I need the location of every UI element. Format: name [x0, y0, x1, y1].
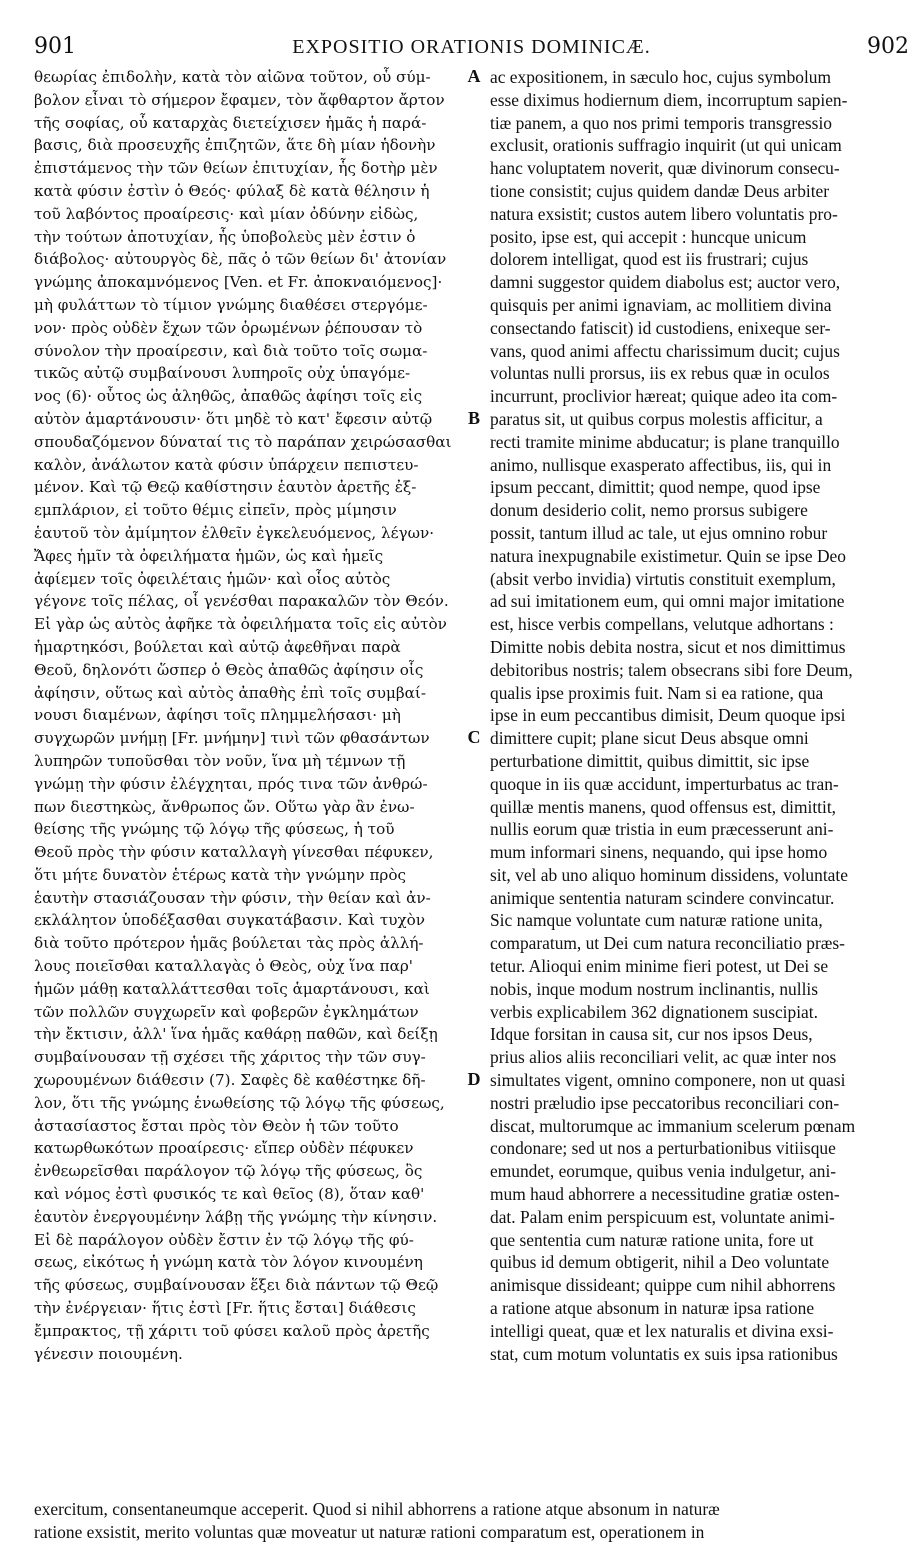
greek-text-line: τὴν ἔκτισιν, ἀλλ' ἵνα ἡμᾶς καθάρῃ παθῶν, καὶ δείξῃ — [34, 1025, 438, 1044]
greek-text-line: λυπηρῶν τυποῦσθαι τὸν νοῦν, ἵνα μὴ τέμνων τῇ — [34, 751, 406, 770]
greek-text-line: τῶν πολλῶν συγχωρεῖν καὶ φοβερῶν ἐγκλημάτων — [34, 1002, 419, 1021]
latin-text-line: exclusit, orationis suffragio inquirit (ut qui unicam — [490, 135, 842, 156]
greek-text-line: τὴν τούτων ἀποτυχίαν, ἧς ὑποβολεὺς μὲν ἐστιν ὁ — [34, 227, 416, 246]
latin-text-line: animique sententia naturam scindere convincatur. — [490, 887, 835, 908]
latin-text-line: ipse in eum peccantibus dimisit, Deum quoque ipsi — [490, 705, 846, 726]
greek-text-line: πων διεστηκὼς, ἄνθρωπος ὤν. Οὕτω γὰρ ἂν ἐνω- — [34, 797, 415, 816]
running-title: EXPOSITIO ORATIONIS DOMINICÆ. — [292, 36, 651, 58]
greek-text-line: τῆς φύσεως, συμβαίνουσαν ἕξει διὰ πάντων τῷ Θεῷ — [34, 1276, 439, 1295]
greek-text-line: ἑαυτὴν στασιάζουσαν τὴν φύσιν, τὴν θείαν καὶ ἀν- — [34, 888, 431, 907]
greek-text-line: αὐτὸν ἁμαρτάνουσιν· ὅτι μηδὲ τὸ κατ' ἔφεσιν αὐτῷ — [34, 409, 433, 428]
greek-text-line: Θεοῦ πρὸς τὴν φύσιν καταλλαγὴ γίνεσθαι πέφυκεν, — [34, 843, 434, 862]
latin-text-line: mum informari sinens, nequando, qui ipse homo — [490, 842, 828, 863]
latin-text-line: quoque in iis quæ accidunt, imperturbatus ac tran- — [490, 773, 839, 794]
latin-text-line: sit, vel ab uno aliquo hominum dissidens, voluntate — [490, 864, 848, 885]
greek-text-line: εμπλάριον, εἰ τοῦτο θέμις εἰπεῖν, πρὸς μίμησιν — [34, 501, 397, 520]
latin-text-line: Dimitte nobis debita nostra, sicut et nos dimittimus — [490, 636, 846, 657]
greek-text-line: νος (6)· οὗτος ὡς ἀληθῶς, ἀπαθῶς ἀφίησι τοῖς εἰς — [34, 387, 423, 406]
full-width-continuation — [34, 1498, 909, 1544]
greek-text-line: νουσι διαμένων, ἀφίησι τοῖς πλημμελήσασι· μὴ — [34, 706, 401, 725]
latin-text-line: voluntas nulli prorsus, iis ex rebus quæ in oculos — [490, 363, 830, 384]
greek-text-line: χωρουμένων διάθεσιν (7). Σαφὲς δὲ καθέστηκε δῆ- — [34, 1071, 426, 1090]
latin-text-line: debitoribus nostris; talem obsecrans sibi fore Deum, — [490, 659, 853, 680]
latin-text-line: posito, ipse est, qui accepit : huncque unicum — [490, 226, 807, 247]
latin-text-line: dimittere cupit; plane sicut Deus absque omni — [490, 728, 809, 749]
latin-text-line: condonare; sed ut nos a perturbationibus vitiisque — [490, 1138, 836, 1159]
latin-text-line: intelligi queat, quæ et lex naturalis et divina exsi- — [490, 1320, 834, 1341]
latin-text-line: quillæ mentis manens, quod offensus est, dimittit, — [490, 796, 837, 817]
greek-text-line: ἐνθεωρεῖσθαι παράλογον τῷ λόγῳ τῆς φύσεως, ὃς — [34, 1162, 423, 1181]
greek-text-line: ἀστασίαστος ἔσται πρὸς τὸν Θεὸν ἡ τῶν τοῦτο — [34, 1116, 399, 1135]
greek-text-line: μένον. Καὶ τῷ Θεῷ καθίστησιν ἑαυτὸν ἀρετῆς ἐξ- — [34, 478, 417, 497]
latin-text-line: discat, multorumque ac immanium scelerum pœnam — [490, 1115, 856, 1136]
latin-text-line: comparatum, ut Dei cum natura reconciliatio præs- — [490, 933, 845, 954]
greek-text-line: γνώμης ἀποκαμνόμενος [Ven. et Fr. ἀποκναιόμενος]· — [34, 273, 443, 292]
latin-text-line: mum haud abhorrere a necessitudine gratiæ osten- — [490, 1184, 840, 1205]
latin-text-line: Sic namque voluntate cum naturæ ratione unita, — [490, 910, 823, 931]
latin-text-line: quisquis per animi ignaviam, ac mollitiem divina — [490, 294, 832, 315]
greek-text-line: τὴν ἐνέργειαν· ἥτις ἐστὶ [Fr. ἥτις ἔσται] διάθεσις — [34, 1299, 416, 1318]
latin-text-line: possit, tantum illud ac tale, ut ejus omnino robur — [490, 522, 828, 543]
latin-text-line: qualis ipse proximis fuit. Nam si ea ratione, qua — [490, 682, 824, 703]
page-number-right: 902 — [867, 34, 909, 59]
latin-text-line: stat, cum motum voluntatis ex suis ipsa rationibus — [490, 1343, 838, 1364]
latin-text-line: ad sui imitationem eum, qui omni major imitatione — [490, 591, 845, 612]
greek-text-line: θεωρίας ἐπιδολὴν, κατὰ τὸν αἰῶνα τοῦτον, οὗ σύμ- — [34, 68, 431, 86]
latin-text-line: tiæ panem, a quo nos primi temporis transgressio — [490, 112, 832, 133]
section-marker: A — [467, 66, 481, 86]
greek-text-line: σεως, εἰκότως ἡ γνώμη κατὰ τὸν λόγον κινουμένη — [34, 1253, 423, 1272]
latin-text-line: animisque dissideant; quippe cum nihil abhorrens — [490, 1275, 836, 1296]
continuation-text-line: ratione exsistit, merito voluntas quæ moveatur ut naturæ rationi comparatum est, operationem in — [34, 1521, 705, 1542]
latin-text-line: donum desiderio colit, nemo prorsus subigere — [490, 500, 808, 521]
greek-text-line: διὰ τοῦτο πρότερον ἡμᾶς βούλεται τὰς πρὸς ἀλλή- — [34, 934, 424, 953]
greek-text-line: ἡμῶν μάθῃ καταλλάττεσθαι τοῖς ἁμαρτάνουσι, καὶ — [34, 979, 430, 998]
greek-text-line: τικῶς αὐτῷ συμβαίνουσι λυπηροῖς οὐχ ὑπαγόμε- — [34, 364, 411, 383]
greek-text-line: μὴ φυλάττων τὸ τίμιον γνώμης διαθέσει στεργόμε- — [34, 295, 428, 314]
latin-text-line: natura exsistit; custos autem libero voluntatis pro- — [490, 203, 838, 224]
latin-text-line: ac expositionem, in sæculo hoc, cujus symbolum — [490, 67, 832, 87]
greek-text-line: συγχωρῶν μνήμῃ [Fr. μνήμην] τινὶ τῶν φθασάντων — [34, 729, 430, 748]
greek-text-line: κατὰ φύσιν ἐστὶν ὁ Θεός· φύλαξ δὲ κατὰ θέλησιν ἡ — [34, 181, 430, 200]
latin-text-line: recti tramite minime abducatur; is plane tranquillo — [490, 431, 840, 452]
latin-text-line: (absit verbo invidia) virtutis constituit exemplum, — [490, 568, 836, 589]
latin-text-line: natura inexpugnabile existimetur. Quin se ipse Deo — [490, 545, 846, 566]
greek-text-line: νον· πρὸς οὐδὲν ἔχων τῶν ὁρωμένων ῥέπουσαν τὸ — [34, 318, 423, 337]
latin-text-line: quibus id demum obtigerit, nihil a Deo voluntate — [490, 1252, 830, 1273]
latin-text-line: prius alios aliis reconciliari velit, ac quæ inter nos — [490, 1047, 837, 1068]
greek-text-line: ἐπιστάμενος τὴν τῶν θείων ἐπιτυχίαν, ἧς δοτὴρ μὲν — [34, 159, 438, 178]
greek-text-line: ἑαυτὸν ἐνεργουμένην λάβῃ τῆς γνώμης τὴν κίνησιν. — [34, 1207, 438, 1226]
greek-text-line: γένεσιν ποιουμένη. — [34, 1344, 183, 1363]
latin-text-line: perturbatione dimittit, quibus dimittit, sic ipse — [490, 750, 810, 771]
latin-text-line: simultates vigent, omnino componere, non ut quasi — [490, 1070, 846, 1091]
latin-text-line: nostri præludio ipse peccatoribus reconciliari con- — [490, 1092, 840, 1113]
greek-column — [34, 66, 460, 1365]
latin-text-line: consectando fatiscit) id custodiens, enixeque ser- — [490, 317, 831, 338]
greek-text-line: θείσης τῆς γνώμης τῷ λόγῳ τῆς φύσεως, ἡ τοῦ — [34, 820, 395, 839]
greek-text-line: τῆς σοφίας, οὗ καταρχὰς διετείχισεν ἡμᾶς ἡ παρά- — [34, 113, 427, 132]
greek-text-line: ἔμπρακτος, τῇ χάριτι τοῦ φύσει καλοῦ πρὸς ἀρετῆς — [34, 1321, 430, 1340]
greek-text-line: τοῦ λαβόντος προαίρεσις· καὶ μίαν ὀδύνην εἰδὼς, — [34, 204, 419, 223]
greek-text-line: γέγονε τοῖς πέλας, οἷ γενέσθαι παρακαλῶν τὸν Θεόν. — [34, 592, 449, 611]
latin-text-line: damni suggestor quidem diabolus est; auctor vero, — [490, 272, 841, 293]
latin-text-line: dolorem intelligat, quod est iis frustrari; cujus — [490, 249, 809, 270]
greek-text-line: ἀφίεμεν τοῖς ὀφειλέταις ἡμῶν· καὶ οἷος αὐτὸς — [34, 569, 391, 588]
greek-text-line: βολον εἶναι τὸ σήμερον ἔφαμεν, τὸν ἄφθαρτον ἄρτον — [34, 90, 445, 109]
latin-text-line: a ratione atque absonum in naturæ ipsa ratione — [490, 1298, 815, 1319]
page-header — [34, 34, 909, 62]
greek-text-line: Ἄφες ἡμῖν τὰ ὀφειλήματα ἡμῶν, ὡς καὶ ἡμεῖς — [34, 546, 384, 565]
greek-text-line: καλὸν, ἀνάλωτον κατὰ φύσιν ὑπάρχειν πεπιστευ- — [34, 455, 419, 474]
section-marker: C — [467, 727, 481, 748]
greek-text-line: γνώμῃ τὴν φύσιν ἐλέγχηται, πρός τινα τῶν ἀνθρώ- — [34, 774, 428, 793]
greek-text-line: καὶ νόμος ἐστὶ φυσικός τε καὶ θεῖος (8), ὅταν καθ' — [34, 1185, 425, 1204]
greek-text-line: κατωρθωκότων προαίρεσις· εἴπερ οὐδὲν πέφυκεν — [34, 1139, 414, 1158]
latin-text-line: ipsum peccant, dimittit; quod nempe, quod ipse — [490, 477, 821, 498]
greek-text-line: Θεοῦ, δηλονότι ὥσπερ ὁ Θεὸς ἀπαθῶς ἀφίησιν οἷς — [34, 660, 424, 679]
greek-text-line: ἡμαρτηκόσι, βούλεται καὶ αὐτῷ ἀφεθῆναι παρὰ — [34, 637, 401, 656]
section-marker: B — [467, 408, 480, 428]
greek-text-line: ἀφίησιν, οὕτως καὶ αὐτὸς ἀπαθὴς ἐπὶ τοῖς συμβαί- — [34, 683, 426, 702]
latin-text-line: animo, nullisque exasperato affectibus, iis, qui in — [490, 454, 832, 475]
greek-text-line: λους ποιεῖσθαι καταλλαγὰς ὁ Θεὸς, οὐχ ἵνα παρ' — [34, 957, 413, 976]
latin-text-line: hanc voluptatem noverit, quæ divinorum consecu- — [490, 158, 840, 179]
greek-text-line: βασις, διὰ προσευχῆς ἐπιζητῶν, ἅτε δὴ μίαν ἡδονὴν — [34, 136, 436, 155]
latin-text-line: tetur. Alioqui enim minime fieri potest, ut Dei se — [490, 956, 829, 977]
latin-column — [490, 66, 910, 1365]
latin-text-line: paratus sit, ut quibus corpus molestis afficitur, a — [490, 408, 823, 429]
latin-text-line: verbis explicabilem 362 dignationem suscipiat. — [490, 1001, 818, 1022]
page-number-left: 901 — [34, 34, 76, 59]
section-marker: D — [467, 1069, 481, 1090]
latin-text-line: incurrunt, proclivior hæreat; quique adeo ita com- — [490, 386, 838, 407]
latin-text-line: dat. Palam enim perspicuum est, voluntate animi- — [490, 1206, 835, 1227]
latin-text-line: nullis eorum quæ tristia in eum præcesserunt ani- — [490, 819, 834, 840]
latin-text-line: vans, quod animi affectu charissimum ducit; cujus — [490, 340, 840, 361]
greek-text-line: συμβαίνουσαν τῇ σχέσει τῆς χάριτος τὴν τῶν συγ- — [34, 1048, 426, 1067]
continuation-text-line: exercitum, consentaneumque acceperit. Quod si nihil abhorrens a ratione atque absonum in naturæ — [34, 1499, 720, 1519]
latin-text-line: est, hisce verbis compellans, velutque adhortans : — [490, 614, 834, 635]
latin-text-line: esse diximus hodiernum diem, incorruptum sapien- — [490, 89, 848, 110]
greek-text-line: ἑαυτοῦ τὸν ἀμίμητον ἐλθεῖν ἐγκελευόμενος, λέγων· — [34, 523, 435, 542]
latin-text-line: que sententia cum naturæ ratione unita, fore ut — [490, 1229, 814, 1250]
latin-text-line: nobis, inque modum nostrum inclinantis, nullis — [490, 978, 819, 999]
latin-text-line: Idque forsitan in causa sit, cur nos ipsos Deus, — [490, 1024, 813, 1045]
greek-text-line: εκλάλητον ὑποδέξασθαι συγκατάβασιν. Καὶ τυχὸν — [34, 911, 426, 930]
greek-text-line: σύνολον τὴν προαίρεσιν, καὶ διὰ τοῦτο τοῖς σωμα- — [34, 341, 428, 360]
greek-text-line: ὅτι μήτε δυνατὸν ἑτέρως κατὰ τὴν γνώμην πρὸς — [34, 865, 407, 884]
latin-text-line: emundet, eorumque, quibus venia indulgetur, ani- — [490, 1161, 837, 1182]
greek-text-line: διάβολος· αὐτουργὸς δὲ, πᾶς ὁ τῶν θείων δι' ἀτονίαν — [34, 250, 447, 269]
greek-text-line: σπουδαζόμενον δύναταί τις τὸ παράπαν χειρώσασθαι — [34, 432, 452, 451]
latin-text-line: tione consistit; cujus quidem dandæ Deus arbiter — [490, 180, 830, 201]
greek-text-line: Εἰ γὰρ ὡς αὐτὸς ἀφῆκε τὰ ὀφειλήματα τοῖς εἰς αὐτὸν — [34, 615, 447, 634]
greek-text-line: λον, ὅτι τῆς γνώμης ἑνωθείσης τῷ λόγῳ τῆς φύσεως, — [34, 1093, 445, 1112]
greek-text-line: Εἰ δὲ παράλογον οὐδὲν ἔστιν ἐν τῷ λόγῳ τῆς φύ- — [34, 1230, 414, 1249]
